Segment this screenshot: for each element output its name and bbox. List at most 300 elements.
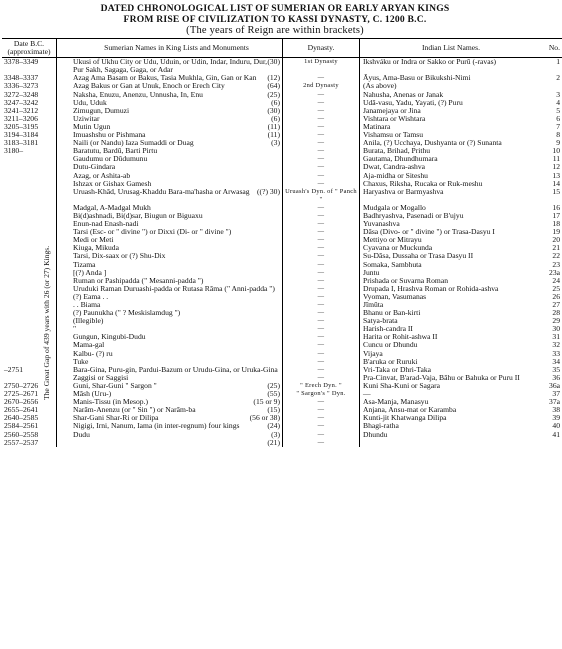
dynasty-cell: Uruash's Dyn. of " Panch ": [283, 188, 360, 204]
dynasty-cell: —: [283, 374, 360, 382]
indian-name-cell: Harish-candra II: [363, 324, 413, 334]
reign-years: (11): [267, 130, 280, 140]
sumerian-name: Zaggisi or Saggisi: [73, 372, 129, 382]
table-row: [2, 431, 562, 439]
number-cell: 37a: [549, 397, 560, 407]
sumerian-name: Azag, or Ashita-ab: [73, 170, 131, 180]
indian-name-cell: Drupada I, Hrashva Roman or Rohida-ashva: [363, 283, 499, 293]
indian-name-cell: B'aruka or Ruruki: [363, 356, 418, 366]
indian-name-cell: Vishamsu or Tamsu: [363, 130, 424, 140]
indian-name-cell: Vijaya: [363, 348, 383, 358]
sumerian-name: Kalbu- (?) ru: [73, 348, 113, 358]
indian-name-cell: Haryashva or Barmyashva: [363, 186, 444, 196]
sumerian-name: Zimugun, Dumuzi: [73, 105, 130, 115]
sumerian-name-cell: [71, 252, 283, 260]
dynasty-cell: —: [283, 269, 360, 277]
sumerian-name: Dudu: [73, 429, 90, 439]
dynasty-cell: —: [283, 252, 360, 260]
dynasty-cell: —: [283, 277, 360, 285]
gap-cell: [57, 333, 72, 341]
indian-name-cell: Udā-vasu, Yadu, Yayati, (?) Puru: [363, 97, 463, 107]
sumerian-name-cell: [71, 317, 283, 325]
number-cell: 15: [552, 186, 560, 196]
sumerian-name: Narām-Anenzu (or " Sin ") or Narām-ba: [73, 405, 196, 415]
dynasty-cell: —: [283, 341, 360, 349]
dynasty-cell: —: [283, 325, 360, 333]
indian-name-cell: Anila, (?) Ucchaya, Dushyanta or (?) Sunanta: [363, 138, 502, 148]
number-cell: 2: [556, 73, 560, 83]
gap-cell: [57, 212, 72, 220]
table-row: [2, 188, 562, 204]
dynasty-cell: —: [283, 220, 360, 228]
sumerian-name-cell: [71, 422, 283, 430]
header-gap-spacer: [57, 39, 72, 58]
dynasty-cell: —: [283, 139, 360, 147]
number-cell: 23: [552, 259, 560, 269]
sumerian-name: ": [73, 324, 77, 334]
dynasty-cell: —: [283, 422, 360, 430]
date-cell: [2, 188, 57, 204]
dynasty-cell: —: [283, 99, 360, 107]
gap-cell: [57, 301, 72, 309]
number-cell: 7: [556, 121, 560, 131]
gap-cell: [57, 99, 72, 107]
sumerian-name: Bi(d)ashnadi, Bi(d)sar, Biugun or Biguaxu: [73, 210, 203, 220]
reign-years: (25): [267, 89, 280, 99]
date-cell: 3336–3273: [2, 82, 57, 90]
dynasty-cell: —: [283, 439, 360, 447]
reign-years: (6): [271, 97, 280, 107]
date-cell: 3183–3181: [2, 139, 57, 147]
dynasty-cell: —: [283, 398, 360, 406]
header-date: Date B.C. (approximate): [2, 39, 57, 58]
number-cell: 21: [552, 243, 560, 253]
date-cell: 2750–2726: [2, 382, 57, 390]
sumerian-name: Madgal, A-Madgal Mukh: [73, 202, 151, 212]
indian-name-cell: Yuvanashva: [363, 219, 400, 229]
date-cell: 3205–3195: [2, 123, 57, 131]
kings-table: [2, 38, 562, 447]
dynasty-cell: 1st Dynasty: [283, 58, 360, 75]
reign-years: (25): [267, 380, 280, 390]
header-sumerian: Sumerian Names in King Lists and Monuments: [71, 39, 283, 58]
number-cell: [542, 439, 562, 447]
indian-name-cell: Juntu: [363, 267, 380, 277]
gap-cell: [57, 422, 72, 430]
dynasty-cell: —: [283, 131, 360, 139]
sumerian-name: Uziwitar: [73, 113, 100, 123]
dynasty-cell: —: [283, 107, 360, 115]
gap-cell: [57, 414, 72, 422]
number-cell: 9: [556, 138, 560, 148]
sumerian-name: Ruman or Pashipadda (" Mesanni-padda "): [73, 275, 204, 285]
reign-years: (30): [267, 57, 280, 67]
reign-years: (3): [271, 138, 280, 148]
gap-cell: [57, 204, 72, 212]
sumerian-name: Mama-gal: [73, 340, 105, 350]
number-cell: 41: [552, 429, 560, 439]
gap-cell: [57, 358, 72, 366]
gap-cell: [57, 82, 72, 90]
gap-cell: [57, 91, 72, 99]
sumerian-name: Baratutu, Bardū, Barti Pirtu: [73, 146, 158, 156]
number-cell: 28: [552, 308, 560, 318]
indian-name-cell: Kuni Sha-Kuni or Sagara: [363, 380, 440, 390]
number-cell: 8: [556, 130, 560, 140]
gap-cell: [57, 439, 72, 447]
dynasty-cell: —: [283, 358, 360, 366]
number-cell: 40: [552, 421, 560, 431]
dynasty-cell: —: [283, 431, 360, 439]
indian-name-cell: Su-Dāsa, Dussaha or Trasa Dasyu II: [363, 251, 474, 261]
number-cell: 3: [556, 89, 560, 99]
indian-name-cell: Badhryashva, Pasenadi or B'ujyu: [363, 210, 464, 220]
reign-years: (3): [271, 429, 280, 439]
sumerian-name: Dutu-Gindara: [73, 162, 116, 172]
indian-name-cell: Burata, Brihad, Prithu: [363, 146, 431, 156]
indian-name-cell: Asa-Manja, Manasyu: [363, 397, 429, 407]
sumerian-name: Ukusi of Ukhu City or Udu, Uduin, or Udin, Indar, Induru, Dur, Pur Sakh, Sagaga, Gaga, or Adar: [73, 57, 268, 75]
date-cell: 2725–2671: [2, 390, 57, 398]
sumerian-name-cell: [71, 188, 283, 204]
date-cell: 3180–: [2, 147, 57, 155]
sumerian-name: Nigigi, Irni, Nanum, Iama (in inter-regnum) four kings: [73, 421, 240, 431]
indian-name-cell: Anjana, Ansu-mat or Karamba: [363, 405, 457, 415]
date-cell: 2584–2561: [2, 422, 57, 430]
number-cell: 39: [552, 413, 560, 423]
number-cell: 5: [556, 105, 560, 115]
sumerian-name: Uruduki Raman Duruashi-padda or Rutasa Rāma (" Anni-padda "): [73, 283, 275, 293]
dynasty-cell: " Erech Dyn. ": [283, 382, 360, 390]
dynasty-cell: —: [283, 147, 360, 155]
gap-cell: [57, 325, 72, 333]
sumerian-name-cell: [71, 58, 283, 75]
reign-years: (15 or 9): [253, 397, 280, 407]
dynasty-cell: —: [283, 293, 360, 301]
date-cell: [2, 204, 57, 212]
header-row: [2, 39, 562, 58]
gap-cell: [57, 285, 72, 293]
gap-cell: [57, 147, 72, 155]
sumerian-name: Gungun, Kingubi-Dudu: [73, 332, 146, 342]
indian-name-cell: Dwat, Candra-ashva: [363, 162, 425, 172]
sumerian-name: Ishzax or Gishax Gamesh: [73, 178, 152, 188]
sumerian-name-cell: [71, 107, 283, 115]
number-cell: 24: [552, 275, 560, 285]
reign-years: (15): [267, 405, 280, 415]
sumerian-name: Uruash-Khād, Urusag-Khaddu Bara-ma'hasha or Arwasag: [73, 186, 250, 196]
gap-cell: [57, 382, 72, 390]
sumerian-name: (?) Paunukha (" ? Meskislamdug "): [73, 308, 181, 318]
sumerian-name: (Illegible): [73, 316, 104, 326]
gap-cell: [57, 220, 72, 228]
reign-years: (12): [267, 73, 280, 83]
reign-years: (21): [267, 437, 280, 447]
gap-cell: [57, 406, 72, 414]
sumerian-name: Kiuga, Mikuda: [73, 243, 119, 253]
number-cell: 12: [552, 162, 560, 172]
sumerian-name: Guni, Shar-Guni " Sargon ": [73, 380, 157, 390]
date-cell: [2, 236, 57, 244]
number-cell: 11: [552, 154, 560, 164]
number-cell: 13: [552, 170, 560, 180]
gap-cell: [57, 341, 72, 349]
indian-name-cell: Pra-Cinvat, B'arad-Vaja, Bāhu or Bahuka or Puru II: [363, 372, 520, 382]
gap-cell: [57, 366, 72, 374]
date-cell: –2751: [2, 366, 57, 374]
dynasty-cell: —: [283, 74, 360, 82]
gap-cell: [57, 172, 72, 180]
gap-cell: [57, 390, 72, 398]
number-cell: 25: [552, 283, 560, 293]
number-cell: 14: [552, 178, 560, 188]
indian-name-cell: Jīmūta: [363, 300, 384, 309]
number-cell: 20: [552, 235, 560, 245]
indian-name-cell: Cuncu or Dhundu: [363, 340, 418, 350]
date-cell: 2655–2641: [2, 406, 57, 414]
dynasty-cell: —: [283, 309, 360, 317]
number-cell: 10: [552, 146, 560, 156]
number-cell: 38: [552, 405, 560, 415]
number-cell: 23a: [549, 267, 560, 277]
dynasty-cell: —: [283, 163, 360, 171]
date-cell: 3348–3337: [2, 74, 57, 82]
dynasty-cell: —: [283, 236, 360, 244]
dynasty-cell: —: [283, 204, 360, 212]
dynasty-cell: —: [283, 414, 360, 422]
indian-name-cell: Gautama, Dhundhumara: [363, 154, 438, 164]
sumerian-name: Tuke: [73, 356, 89, 366]
header-dynasty: Dynasty.: [283, 39, 360, 58]
date-cell: 3247–3242: [2, 99, 57, 107]
sumerian-name: Mutin Ugun: [73, 121, 111, 131]
indian-name-cell: Prishada or Suvarna Roman: [363, 275, 448, 285]
sumerian-name: Azag Bakus or Gan at Unuk, Enoch or Erech City: [73, 81, 225, 91]
number-cell: 35: [552, 364, 560, 374]
dynasty-cell: —: [283, 333, 360, 341]
number-cell: 37: [552, 389, 560, 399]
indian-name-cell: Bhagi-ratha: [363, 421, 399, 431]
number-cell: 36: [552, 372, 560, 382]
sumerian-name: Naili (or Nandu) Iaza Sumaddi or Duag: [73, 138, 194, 148]
sumerian-name: Medi or Meti: [73, 235, 114, 245]
dynasty-cell: —: [283, 172, 360, 180]
table-row: [2, 58, 562, 75]
gap-cell: [57, 228, 72, 236]
indian-name-cell: Chaxus, Riksha, Rucaka or Ruk-meshu: [363, 178, 483, 188]
date-cell: 3272–3248: [2, 91, 57, 99]
number-cell: 22: [552, 251, 560, 261]
indian-name-cell: Somaka, Sambhuta: [363, 259, 422, 269]
title-line-1: DATED CHRONOLOGICAL LIST OF SUMERIAN OR EARLY ARYAN KINGS: [100, 3, 450, 14]
indian-name-cell: Vishtara or Wishtara: [363, 113, 426, 123]
reign-years: (30): [267, 105, 280, 115]
sumerian-name-cell: [71, 350, 283, 358]
indian-name-cell: —: [363, 389, 371, 399]
gap-cell: [57, 139, 72, 147]
gap-cell: [57, 74, 72, 82]
indian-name-cell: Mettiyo or Mitrayu: [363, 235, 422, 245]
sumerian-name: Shar-Gani Shar-Ri or Dilipa: [73, 413, 159, 423]
sumerian-name: Enun-nad Enash-nadi: [73, 219, 139, 229]
sumerian-name-cell: [71, 439, 283, 447]
indian-name-cell: Dāsa (Divo- or " divine ") or Trasa-Dasyu I: [363, 227, 495, 237]
dynasty-cell: —: [283, 212, 360, 220]
sumerian-name: Manis-Tissu (in Mesop.): [73, 397, 149, 407]
title-line-3: (The years of Reign are within brackets): [186, 25, 364, 36]
sumerian-name: Bara-Gina, Puru-gin, Pardui-Bazum or Urudu-Gina, or Uruka-Gina: [73, 364, 278, 374]
dynasty-cell: —: [283, 228, 360, 236]
date-cell: 2557–2537: [2, 439, 57, 447]
gap-cell: [57, 188, 72, 204]
reign-years: (6): [271, 113, 280, 123]
date-cell: 3211–3206: [2, 115, 57, 123]
indian-name-cell: Cyavana or Muckunda: [363, 243, 433, 253]
title-line-2: FROM RISE OF CIVILIZATION TO KASSI DYNASTY, C. 1200 B.C.: [123, 14, 427, 25]
sumerian-name: Imuashshu or Pishmana: [73, 130, 146, 140]
gap-cell: [57, 431, 72, 439]
dynasty-cell: 2nd Dynasty: [283, 82, 360, 90]
table-row: [2, 439, 562, 447]
reign-years: (55): [267, 389, 280, 399]
date-cell: [2, 212, 57, 220]
number-cell: 26: [552, 291, 560, 301]
indian-name-cell: [360, 439, 543, 447]
gap-cell: [57, 269, 72, 277]
sumerian-name: . . Biama: [73, 300, 101, 309]
date-cell: [2, 163, 57, 171]
reign-years: (56 or 38): [249, 413, 280, 423]
gap-cell: [57, 123, 72, 131]
indian-name-cell: Dhundu: [363, 429, 388, 439]
dynasty-cell: —: [283, 123, 360, 131]
number-cell: 6: [556, 113, 560, 123]
sumerian-name-cell: [71, 431, 283, 439]
reign-years: (24): [267, 421, 280, 431]
sumerian-name: [(?) Anda ]: [73, 267, 107, 277]
gap-cell: [57, 277, 72, 285]
dynasty-cell: —: [283, 180, 360, 188]
dynasty-cell: —: [283, 91, 360, 99]
date-cell: 2560–2558: [2, 431, 57, 439]
date-cell: 2670–2656: [2, 398, 57, 406]
gap-cell: [57, 252, 72, 260]
indian-name-cell: Nahusha, Anenas or Janak: [363, 89, 444, 99]
date-cell: 3194–3184: [2, 131, 57, 139]
reign-years: (11): [267, 121, 280, 131]
number-cell: 30: [552, 324, 560, 334]
sumerian-name: Azag Ama Basam or Bakus, Tasia Mukhla, Gin, Gan or Kan: [73, 73, 257, 83]
reign-years: (64): [267, 81, 280, 91]
dynasty-cell: —: [283, 350, 360, 358]
indian-name-cell: (As above): [363, 81, 397, 91]
date-cell: [2, 155, 57, 163]
date-cell: 3378–3349: [2, 58, 57, 75]
number-cell: 1: [556, 57, 560, 67]
dynasty-cell: —: [283, 366, 360, 374]
sumerian-name: Tarsi (Esc- or " divine ") or Dixxi (Di- or " divine "): [73, 227, 232, 237]
date-cell: [2, 220, 57, 228]
sumerian-name: (?) Eama . .: [73, 291, 109, 301]
gap-cell: [57, 293, 72, 301]
indian-name-cell: Harita or Rohit-ashwa II: [363, 332, 438, 342]
gap-cell: [57, 155, 72, 163]
gap-cell: [57, 317, 72, 325]
dynasty-cell: —: [283, 155, 360, 163]
gap-cell: [57, 107, 72, 115]
dynasty-cell: —: [283, 301, 360, 309]
document-title: [0, 0, 550, 36]
number-cell: 33: [552, 348, 560, 358]
indian-name-cell: Bhanu or Ban-kirti: [363, 308, 421, 318]
gap-cell: [57, 58, 72, 75]
indian-name-cell: Matinara: [363, 121, 391, 131]
date-cell: [2, 180, 57, 188]
sumerian-name: Tarsi, Dix-saax or (?) Shu-Dix: [73, 251, 166, 261]
sumerian-name: Udu, Uduk: [73, 97, 107, 107]
number-cell: 27: [552, 300, 560, 309]
gap-cell: [57, 115, 72, 123]
indian-name-cell: Aja-midha or Siteshu: [363, 170, 428, 180]
gap-cell: [57, 163, 72, 171]
gap-cell: [57, 261, 72, 269]
number-cell: 31: [552, 332, 560, 342]
indian-name-cell: Satya-brata: [363, 316, 398, 326]
number-cell: 29: [552, 316, 560, 326]
indian-name-cell: Janamejaya or Jina: [363, 105, 421, 115]
gap-cell: [57, 309, 72, 317]
number-cell: 32: [552, 340, 560, 350]
date-cell: [2, 172, 57, 180]
gap-cell: [57, 236, 72, 244]
dynasty-cell: —: [283, 285, 360, 293]
number-cell: 19: [552, 227, 560, 237]
indian-name-cell: Vyoman, Vasumanas: [363, 291, 427, 301]
date-cell: 2640–2585: [2, 414, 57, 422]
dynasty-cell: —: [283, 261, 360, 269]
indian-name-cell: Kunti-jit Khatwanga Dilipa: [363, 413, 447, 423]
table-row: [2, 317, 562, 325]
number-cell: 18: [552, 219, 560, 229]
indian-name-cell: Ikshváku or Indra or Sakko or Purū (-ravas): [363, 57, 497, 67]
date-cell: [2, 228, 57, 236]
reign-years: ((?) 30): [257, 186, 280, 196]
gap-cell: [57, 374, 72, 382]
date-cell: 3241–3212: [2, 107, 57, 115]
sumerian-name-cell: [71, 293, 283, 301]
gap-cell: [57, 244, 72, 252]
number-cell: 36a: [549, 380, 560, 390]
dynasty-cell: —: [283, 406, 360, 414]
sumerian-name: Naksha, Enuzu, Anenzu, Unnusha, In, Enu: [73, 89, 203, 99]
indian-name-cell: Mudgala or Mogallo: [363, 202, 426, 212]
dynasty-cell: —: [283, 244, 360, 252]
gap-cell: [57, 350, 72, 358]
dynasty-cell: —: [283, 317, 360, 325]
gap-cell: [57, 180, 72, 188]
number-cell: 16: [552, 202, 560, 212]
indian-name-cell: Vri-Taka or Dhri-Taka: [363, 364, 432, 374]
great-gap-label: The Great Gap of 439 years with 26 (or 27) Kings.: [42, 245, 51, 400]
header-number: No.: [542, 39, 562, 58]
sumerian-name: Māsh (Uru-): [73, 389, 112, 399]
sumerian-name: Tizama: [73, 259, 96, 269]
indian-name-cell: Āyus, Ama-Basu or Bikukshi-Nimi: [363, 73, 471, 83]
number-cell: 17: [552, 210, 560, 220]
sumerian-name: Gaudumu or Dūdumunu: [73, 154, 148, 164]
dynasty-cell: " Sargon's " Dyn.: [283, 390, 360, 398]
gap-cell: [57, 131, 72, 139]
